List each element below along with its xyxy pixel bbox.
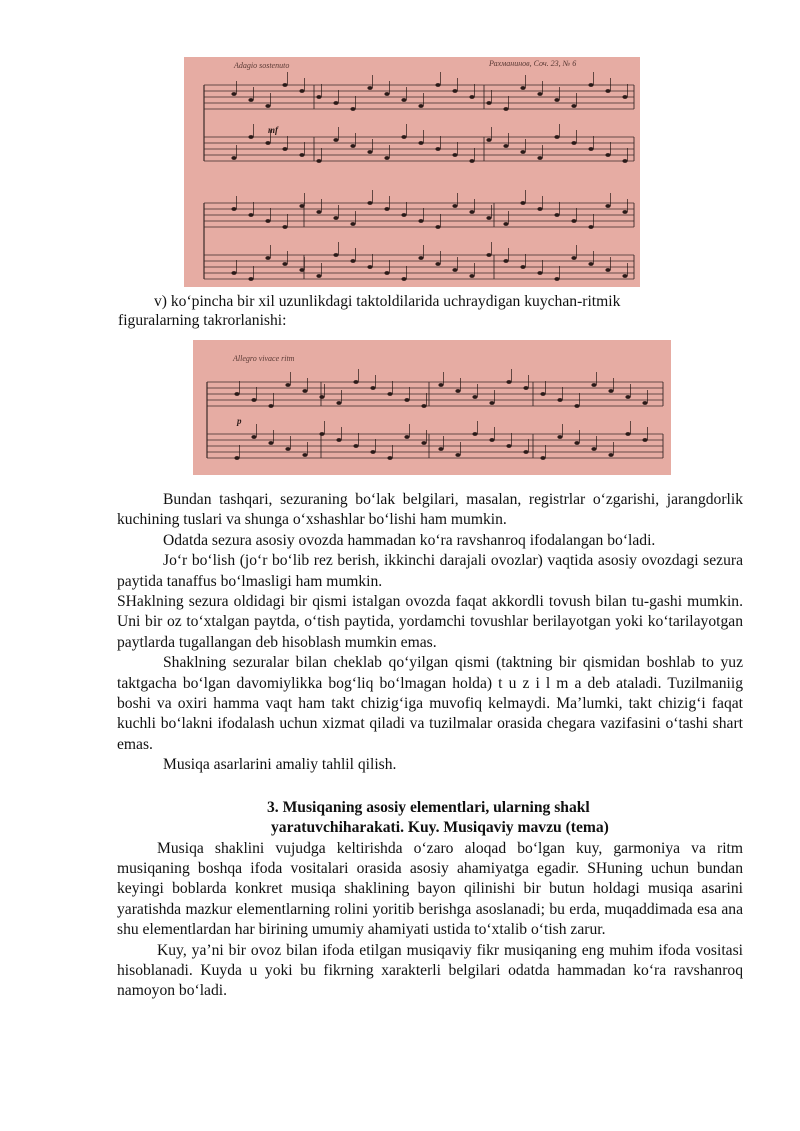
- notehead: [503, 144, 508, 148]
- notehead: [353, 380, 358, 384]
- music-score-2: [193, 340, 671, 475]
- notehead: [523, 386, 528, 390]
- notehead: [282, 83, 287, 87]
- notehead: [557, 398, 562, 402]
- notehead: [503, 107, 508, 111]
- notehead: [435, 225, 440, 229]
- notehead: [554, 277, 559, 281]
- notehead: [265, 104, 270, 108]
- notehead: [605, 268, 610, 272]
- notehead: [571, 104, 576, 108]
- staff-lines-1: [204, 72, 634, 281]
- notehead: [605, 89, 610, 93]
- notehead: [642, 438, 647, 442]
- notehead: [367, 201, 372, 205]
- notehead: [588, 262, 593, 266]
- notehead: [333, 216, 338, 220]
- notehead: [299, 89, 304, 93]
- notehead: [231, 207, 236, 211]
- notehead: [248, 277, 253, 281]
- notehead: [333, 253, 338, 257]
- caption-line-1: v) koʻpincha bir xil uzunlikdagi taktoldilarida uchraydigan kuychan-ritmik: [154, 293, 621, 310]
- notehead: [336, 438, 341, 442]
- notehead: [574, 441, 579, 445]
- staff-lines-2: [207, 369, 663, 460]
- notehead: [537, 271, 542, 275]
- notehead: [401, 213, 406, 217]
- notehead: [486, 138, 491, 142]
- notehead: [622, 95, 627, 99]
- notehead: [452, 153, 457, 157]
- notehead: [418, 219, 423, 223]
- notehead: [282, 225, 287, 229]
- body-text: [117, 490, 743, 1002]
- notehead: [234, 456, 239, 460]
- notehead: [336, 401, 341, 405]
- notehead: [608, 453, 613, 457]
- paragraph-4: SHaklning sezura oldidagi bir qismi istalgan ovozda faqat akkordli tovush bilan tu-gashi mumkin. Uni bir oz toʻxtalgan paytda, oʻtish paytida, yordamchi tovushlar berilayotgan yoki koʻtarilayotgan paytlarda tugallangan deb hisoblash mumkin emas.: [117, 593, 743, 651]
- notehead: [506, 444, 511, 448]
- notehead: [642, 401, 647, 405]
- notehead: [367, 150, 372, 154]
- notehead: [418, 141, 423, 145]
- notehead: [520, 265, 525, 269]
- score-caption: [118, 292, 758, 330]
- notehead: [316, 159, 321, 163]
- notehead: [302, 453, 307, 457]
- notehead: [421, 441, 426, 445]
- notehead: [231, 156, 236, 160]
- notehead: [370, 450, 375, 454]
- notehead: [285, 447, 290, 451]
- notehead: [231, 271, 236, 275]
- notehead: [248, 135, 253, 139]
- notehead: [418, 104, 423, 108]
- notehead: [387, 392, 392, 396]
- score1-source: Рахманинов, Соч. 23, № 6: [489, 59, 577, 68]
- notehead: [285, 383, 290, 387]
- notehead: [588, 225, 593, 229]
- notehead: [234, 392, 239, 396]
- notehead: [251, 398, 256, 402]
- notehead: [540, 456, 545, 460]
- score2-tempo: Allegro vivace ritm: [233, 354, 295, 363]
- notehead: [472, 395, 477, 399]
- notehead: [265, 256, 270, 260]
- notehead: [622, 210, 627, 214]
- notehead: [591, 447, 596, 451]
- notehead: [489, 401, 494, 405]
- caption-line-2: figuralarning takrorlanishi:: [118, 312, 287, 329]
- notehead: [299, 204, 304, 208]
- score-image-2: [193, 340, 671, 475]
- paragraph-3: Joʻr boʻlish (joʻr boʻlib rez berish, ikkinchi darajali ovozlar) vaqtida asosiy ovozdagi sezura paytida tanaffus boʻlmasligi ham mumkin.: [117, 552, 743, 590]
- notehead: [503, 259, 508, 263]
- paragraph-5: Shaklning sezuralar bilan cheklab qoʻyilgan qismi (taktning bir qismidan boshlab to yuz taktgacha boʻlgan davomiylikka bogʻliq boʻlmagan holda) t u z i l m a deb ataladi. Tuzilmaniig boshi va oxiri hamma vaqt ham takt chizigʻiga muvofiq kelmaydi. Maʼlumki, takt chizigʻi faqat kuchli boʻlakni ifodalash uchun xizmat qiladi va tuzilmalar orasida chegara vazifasini oʻtashi shart emas.: [117, 654, 743, 753]
- notehead: [248, 98, 253, 102]
- notehead: [571, 141, 576, 145]
- notehead: [540, 392, 545, 396]
- notehead: [571, 219, 576, 223]
- notehead: [489, 438, 494, 442]
- notehead: [472, 432, 477, 436]
- notehead: [421, 404, 426, 408]
- notehead: [333, 138, 338, 142]
- notehead: [384, 156, 389, 160]
- notehead: [520, 86, 525, 90]
- heading-line-1: 3. Musiqaning asosiy elementlari, ularning shakl: [267, 798, 590, 816]
- notehead: [353, 444, 358, 448]
- notehead: [350, 259, 355, 263]
- notehead: [486, 101, 491, 105]
- notehead: [469, 274, 474, 278]
- notehead: [268, 404, 273, 408]
- notehead: [248, 213, 253, 217]
- notehead: [625, 432, 630, 436]
- notehead: [622, 274, 627, 278]
- notehead: [588, 83, 593, 87]
- notehead: [319, 395, 324, 399]
- section-heading: [117, 798, 743, 839]
- notehead: [455, 453, 460, 457]
- notehead: [591, 383, 596, 387]
- notehead: [523, 450, 528, 454]
- paragraph-1: Bundan tashqari, sezuraning boʻlak belgilari, masalan, registrlar oʻzgarishi, jarangdorlik kuchining tuslari va shunga oʻxshashlar boʻlishi ham mumkin.: [117, 491, 743, 529]
- notehead: [452, 204, 457, 208]
- notehead: [251, 435, 256, 439]
- notehead: [506, 380, 511, 384]
- notehead: [401, 277, 406, 281]
- notehead: [401, 135, 406, 139]
- notehead: [384, 271, 389, 275]
- notehead: [625, 395, 630, 399]
- notehead: [316, 95, 321, 99]
- notehead: [503, 222, 508, 226]
- notehead: [367, 265, 372, 269]
- notehead: [469, 95, 474, 99]
- notehead: [557, 435, 562, 439]
- notehead: [268, 441, 273, 445]
- score2-dynamic: p: [237, 416, 242, 426]
- notehead: [469, 210, 474, 214]
- notehead: [622, 159, 627, 163]
- notehead: [299, 153, 304, 157]
- notehead: [404, 435, 409, 439]
- notehead: [554, 213, 559, 217]
- notehead: [231, 92, 236, 96]
- notehead: [302, 389, 307, 393]
- notehead: [605, 204, 610, 208]
- notehead: [418, 256, 423, 260]
- paragraph-7: Musiqa shaklini vujudga keltirishda oʻzaro aloqad boʻlgan kuy, garmoniya va ritm musiqaning boshqa ifoda vositalari orasida asosiy ahamiyatga egadir. SHuning uchun bundan keyingi boblarda konkret musiqa shaklining bayon qilinishi bir butun holdagi musiqa asarini yaratishda mazkur elementlarning rolini yoritib berishga asoslanadi; bu erda, muqaddimada esa ana shu elementlardan har birining umumiy ahamiyati ustida toʻxtalib oʻtish zarur.: [117, 839, 743, 939]
- notehead: [316, 210, 321, 214]
- notehead: [588, 147, 593, 151]
- notehead: [384, 207, 389, 211]
- notehead: [438, 383, 443, 387]
- notehead: [370, 386, 375, 390]
- notehead: [486, 253, 491, 257]
- notehead: [282, 262, 287, 266]
- notehead: [605, 153, 610, 157]
- notehead: [452, 268, 457, 272]
- score1-tempo: Adagio sostenuto: [234, 61, 290, 70]
- music-score-1: [184, 57, 640, 287]
- notehead: [350, 222, 355, 226]
- notehead: [571, 256, 576, 260]
- notehead: [299, 268, 304, 272]
- notehead: [537, 92, 542, 96]
- notehead: [265, 219, 270, 223]
- notehead: [319, 432, 324, 436]
- notehead: [469, 159, 474, 163]
- notehead: [452, 89, 457, 93]
- notehead: [438, 447, 443, 451]
- notehead: [520, 150, 525, 154]
- notehead: [537, 207, 542, 211]
- notehead: [401, 98, 406, 102]
- notehead: [350, 107, 355, 111]
- notehead: [608, 389, 613, 393]
- notehead: [435, 262, 440, 266]
- notehead: [316, 274, 321, 278]
- notehead: [404, 398, 409, 402]
- notehead: [554, 135, 559, 139]
- notehead: [435, 147, 440, 151]
- notehead: [435, 83, 440, 87]
- notehead: [554, 98, 559, 102]
- notehead: [486, 216, 491, 220]
- notehead: [333, 101, 338, 105]
- notehead: [537, 156, 542, 160]
- notehead: [367, 86, 372, 90]
- notehead: [384, 92, 389, 96]
- notehead: [387, 456, 392, 460]
- notehead: [455, 389, 460, 393]
- notehead: [520, 201, 525, 205]
- notehead: [350, 144, 355, 148]
- heading-line-2: yaratuvchiharakati. Kuy. Musiqaviy mavzu (tema): [271, 819, 609, 837]
- paragraph-2: Odatda sezura asosiy ovozda hammadan koʻra ravshanroq ifodalangan boʻladi.: [163, 531, 656, 549]
- score1-dynamic: mf: [268, 125, 278, 135]
- paragraph-6: Musiqa asarlarini amaliy tahlil qilish.: [163, 756, 397, 774]
- notehead: [265, 141, 270, 145]
- paragraph-8: Kuy, yaʼni bir ovoz bilan ifoda etilgan musiqaviy fikr musiqaning eng muhim ifoda vositasi hisoblanadi. Kuyda u yoki bu fikrning xarakterli belgilari odatda hammadan koʻra ravshanroq namoyon boʻladi.: [117, 941, 743, 1000]
- notehead: [282, 147, 287, 151]
- score-image-1: [184, 57, 640, 287]
- notehead: [574, 404, 579, 408]
